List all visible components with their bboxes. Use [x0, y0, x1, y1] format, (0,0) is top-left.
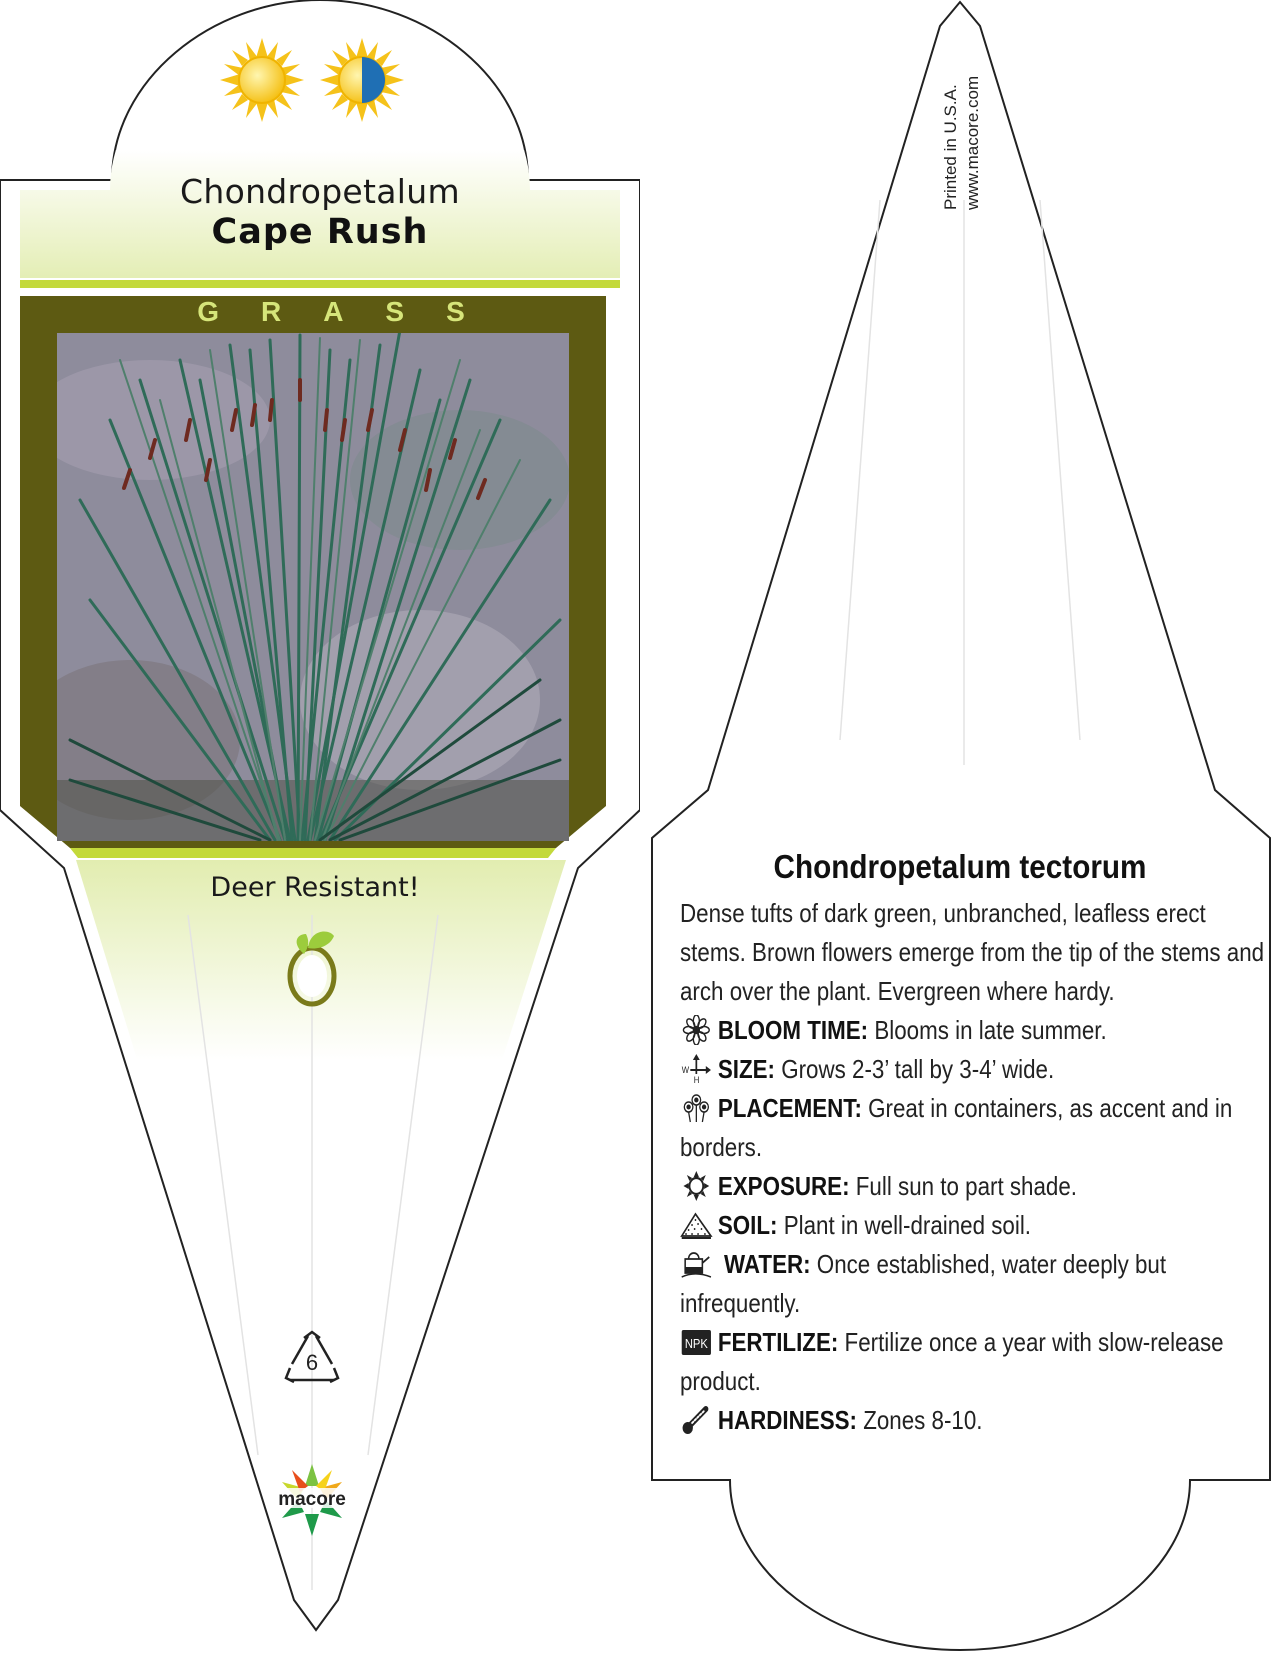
care-text-placement: Great in containers, as accent and in borders. [680, 1093, 1233, 1162]
care-label-bloom-time: BLOOM TIME: [717, 1015, 869, 1045]
cultivar-name: Cape Rush [211, 212, 429, 252]
common-name: Chondropetalum [180, 172, 460, 211]
category-label: GRASS [197, 296, 507, 327]
header-lime-rule [0, 280, 640, 288]
care-label-fertilize: FERTILIZE: [717, 1327, 839, 1357]
size-w-label: W [681, 1064, 690, 1076]
care-text-water: Once established, water deeply but infrequently. [680, 1249, 1167, 1318]
placement-flowers-icon [680, 1093, 713, 1123]
full-sun-icon [220, 38, 304, 122]
care-row-fertilize [680, 1323, 1273, 1401]
brand-name: macore [278, 1489, 346, 1510]
care-text-hardiness: Zones 8-10. [856, 1405, 983, 1435]
plant-description: Dense tufts of dark green, unbranched, leafless erect stems. Brown flowers emerge from the tip of the stems and arch over the plant. Evergreen where hardy. [680, 898, 1265, 1006]
printed-in-usa: Printed in U.S.A. [941, 84, 960, 210]
care-text-exposure: Full sun to part shade. [849, 1171, 1078, 1201]
care-label-placement: PLACEMENT: [717, 1093, 862, 1123]
care-text-bloom-time: Blooms in late summer. [868, 1015, 1107, 1045]
recycle-number: 6 [305, 1350, 319, 1375]
care-text-fertilize: Fertilize once a year with slow-release product. [680, 1327, 1224, 1396]
size-h-label: H [693, 1074, 700, 1084]
feature-text: Deer Resistant! [210, 872, 420, 903]
website-url: www.macore.com [963, 75, 982, 210]
care-label-exposure: EXPOSURE: [717, 1171, 850, 1201]
care-label-soil: SOIL: [717, 1210, 778, 1240]
care-text-soil: Plant in well-drained soil. [777, 1210, 1032, 1240]
care-row-exposure [680, 1167, 1273, 1206]
care-label-size: SIZE: [717, 1054, 775, 1084]
npk-label: NPK [684, 1336, 708, 1352]
care-label-hardiness: HARDINESS: [717, 1405, 857, 1435]
care-row-hardiness [680, 1401, 1273, 1440]
print-info [940, 30, 984, 210]
back-tag [640, 0, 1277, 1654]
care-row-soil [680, 1206, 1273, 1245]
soil-pile-icon [680, 1210, 713, 1240]
care-row-water [680, 1245, 1273, 1323]
sun-outline-icon [680, 1171, 713, 1201]
care-label-water: WATER: [717, 1249, 811, 1279]
care-text-size: Grows 2-3’ tall by 3-4’ wide. [774, 1054, 1055, 1084]
part-shade-icon [320, 38, 404, 122]
care-info-block [680, 894, 1277, 1440]
care-row-bloom-time [680, 1011, 1273, 1050]
npk-icon [680, 1327, 713, 1357]
care-row-size [680, 1050, 1273, 1089]
photo-frame-lime-rule [70, 848, 556, 858]
thermometer-icon [680, 1405, 713, 1435]
plant-photo [20, 330, 570, 841]
flower-icon [680, 1015, 713, 1045]
care-row-placement [680, 1089, 1273, 1167]
size-arrows-icon [680, 1054, 713, 1084]
scientific-name: Chondropetalum tectorum [773, 848, 1147, 885]
watering-can-icon [680, 1249, 713, 1279]
